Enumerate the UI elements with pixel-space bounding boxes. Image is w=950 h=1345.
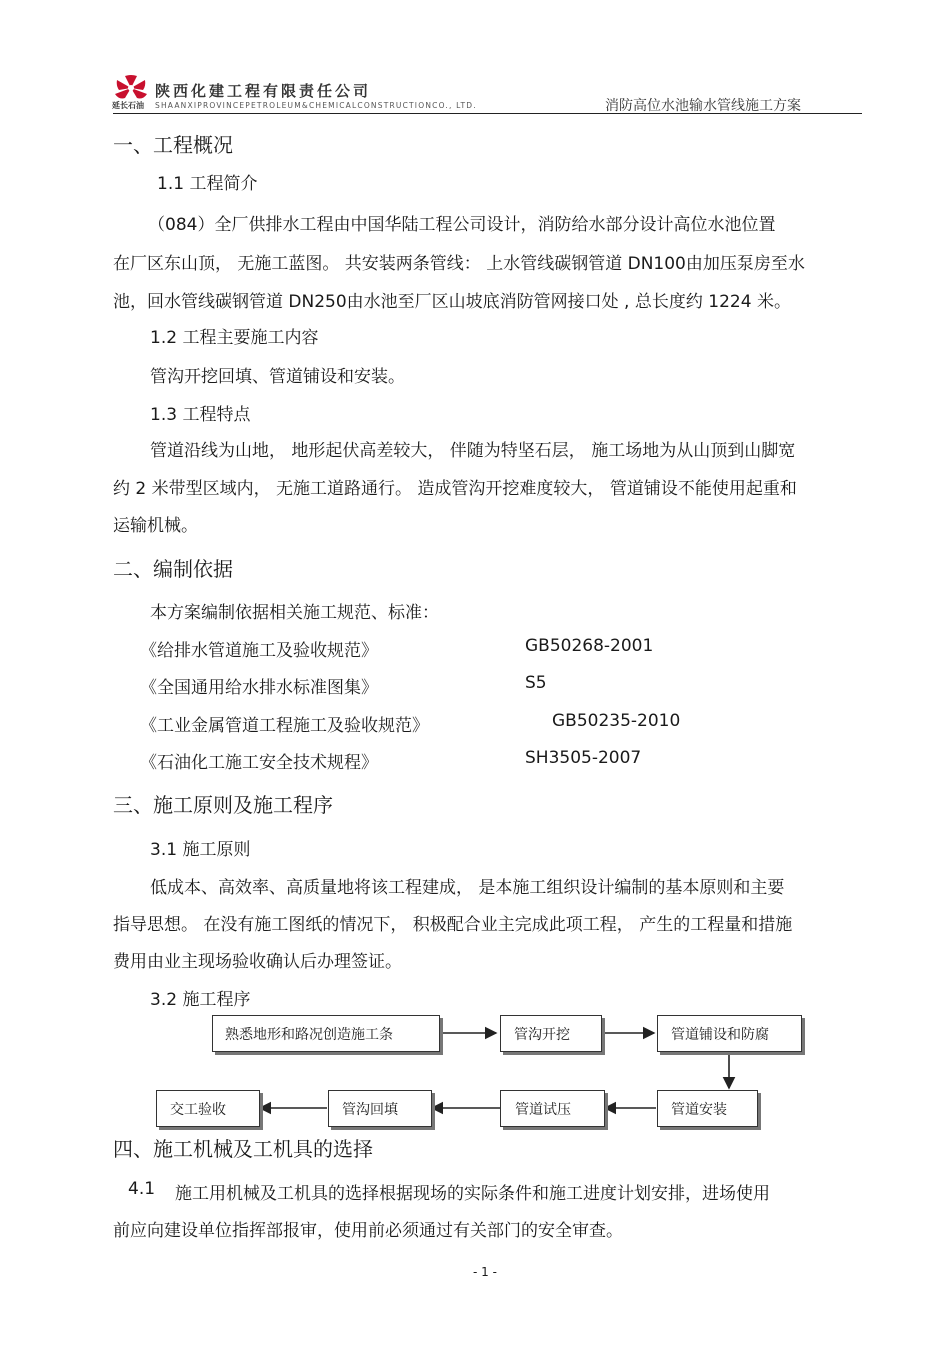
- standard-code: SH3505-2007: [525, 748, 642, 768]
- standard-name: 《石油化工施工安全技术规程》: [140, 753, 378, 773]
- flow-step-trench-excavation: [500, 1015, 602, 1052]
- flow-step-backfill: [328, 1090, 432, 1127]
- company-name-en: SHAANXIPROVINCEPETROLEUM&CHEMICALCONSTRUCTIONCO., LTD.: [155, 101, 477, 110]
- standard-code: S5: [525, 673, 547, 693]
- subsection-1-1: 1.1 工程简介: [157, 174, 258, 194]
- flow-step-label: 管沟开挖: [514, 1026, 570, 1043]
- standard-name: 《工业金属管道工程施工及验收规范》: [140, 716, 429, 736]
- paragraph-line: 管道沿线为山地， 地形起伏高差较大， 伴随为特坚石层， 施工场地为从山顶到山脚宽: [150, 441, 796, 461]
- flow-step-label: 管沟回填: [342, 1101, 398, 1118]
- subsection-1-3: 1.3 工程特点: [150, 405, 251, 425]
- subsection-1-2: 1.2 工程主要施工内容: [150, 328, 319, 348]
- section-3-heading: 三、施工原则及施工程序: [113, 793, 333, 817]
- flow-step-pipe-install: [657, 1090, 758, 1127]
- paragraph-line: 施工用机械及工机具的选择根据现场的实际条件和施工进度计划安排，进场使用: [175, 1184, 770, 1204]
- standard-name: 《给排水管道施工及验收规范》: [140, 641, 378, 661]
- paragraph-line: 费用由业主现场验收确认后办理签证。: [113, 952, 402, 972]
- subsection-3-1: 3.1 施工原则: [150, 840, 251, 860]
- flow-step-label: 熟悉地形和路况创造施工条: [225, 1026, 393, 1043]
- standard-code: GB50235-2010: [552, 711, 681, 731]
- subsection-3-2: 3.2 施工程序: [150, 990, 251, 1010]
- paragraph-line: 约 2 米带型区域内， 无施工道路通行。 造成管沟开挖难度较大， 管道铺设不能使用起重和: [113, 479, 797, 499]
- flow-step-terrain: [212, 1015, 440, 1052]
- flow-step-pipe-laying: [657, 1015, 802, 1052]
- paragraph-line: 本方案编制依据相关施工规范、标准：: [150, 603, 439, 623]
- paragraph-line: （084）全厂供排水工程由中国华陆工程公司设计，消防给水部分设计高位水池位置: [148, 215, 776, 235]
- subsection-4-1: 4.1: [128, 1179, 156, 1199]
- page-number: - 1 -: [473, 1265, 497, 1279]
- section-1-heading: 一、工程概况: [113, 133, 233, 157]
- paragraph-line: 在厂区东山顶， 无施工蓝图。 共安装两条管线： 上水管线碳钢管道 DN100由加压泵房至水: [113, 254, 805, 274]
- paragraph-line: 低成本、高效率、高质量地将该工程建成， 是本施工组织设计编制的基本原则和主要: [150, 878, 785, 898]
- flow-step-label: 管道铺设和防腐: [671, 1026, 769, 1043]
- standard-code: GB50268-2001: [525, 636, 654, 656]
- document-title: 消防高位水池输水管线施工方案: [605, 98, 801, 114]
- flow-step-label: 交工验收: [170, 1101, 226, 1118]
- company-name-cn: 陕西化建工程有限责任公司: [155, 82, 372, 100]
- paragraph-line: 池，回水管线碳钢管道 DN250由水池至厂区山坡底消防管网接口处 , 总长度约 1224 米。: [113, 292, 791, 312]
- flow-step-label: 管道试压: [515, 1101, 571, 1118]
- paragraph-line: 前应向建设单位指挥部报审，使用前必须通过有关部门的安全审查。: [113, 1221, 623, 1241]
- section-2-heading: 二、编制依据: [113, 557, 233, 581]
- standard-name: 《全国通用给水排水标准图集》: [140, 678, 378, 698]
- flow-step-pressure-test: [500, 1090, 605, 1127]
- paragraph-line: 指导思想。 在没有施工图纸的情况下， 积极配合业主完成此项工程， 产生的工程量和措施: [113, 915, 793, 935]
- flow-step-handover: [156, 1090, 260, 1127]
- flow-step-label: 管道安装: [671, 1101, 727, 1118]
- paragraph-line: 管沟开挖回填、管道铺设和安装。: [150, 367, 405, 387]
- section-4-heading: 四、施工机械及工机具的选择: [113, 1137, 373, 1161]
- logo-label: 延长石油: [112, 101, 144, 110]
- paragraph-line: 运输机械。: [113, 516, 198, 536]
